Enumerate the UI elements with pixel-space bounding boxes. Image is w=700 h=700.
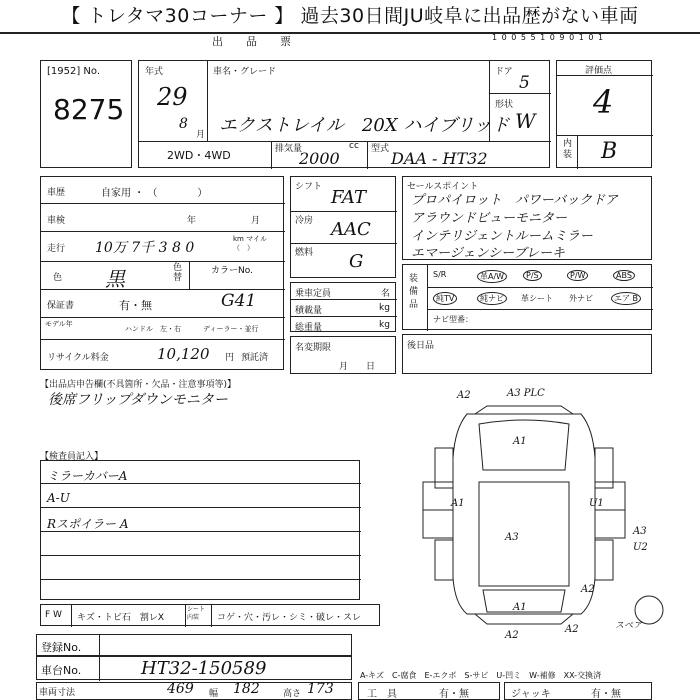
- history-label: 車歴: [47, 188, 66, 198]
- navi-model-label: ナビ型番：: [433, 315, 473, 324]
- diag-rear-a2: A2: [565, 624, 579, 635]
- shaken-month: 月: [251, 216, 261, 226]
- fw-row: [40, 604, 380, 626]
- seller-notes-value: 後席フリップダウンモニター: [48, 392, 228, 408]
- chassis-row: [36, 656, 352, 680]
- inspector-label: 【検査員記入】: [40, 452, 104, 462]
- history-value: 自家用 ・ （ ）: [101, 188, 208, 199]
- chassis-label: 車台No.: [41, 664, 82, 677]
- rear-left-wheel: [435, 540, 453, 580]
- mileage-unit: km マイル（ ）: [233, 235, 267, 252]
- jack-label: ジャッキ: [511, 689, 551, 700]
- shaken-label: 車検: [47, 216, 66, 226]
- mileage-value: 10万 7千 3 8 0: [95, 240, 195, 256]
- shape-label: 形状: [495, 100, 514, 110]
- car-damage-diagram: [395, 378, 695, 640]
- dims-width-label: 幅: [209, 689, 219, 699]
- jack-row: [504, 682, 652, 700]
- header-title: 出 品 票: [212, 35, 297, 48]
- recycle-label: リサイクル料金: [47, 353, 109, 363]
- equip-airbag: [611, 292, 641, 305]
- score-value: 4: [593, 83, 614, 121]
- fuel-value: G: [349, 251, 364, 272]
- interior-label: 内装: [563, 139, 573, 160]
- sales-points-label: セールスポイント: [407, 182, 479, 192]
- name-change-unit: 月 日: [339, 362, 376, 372]
- color-change-label: 色替: [173, 263, 183, 283]
- color-value: 黒: [105, 267, 125, 291]
- equip-abs: [613, 270, 635, 281]
- diag-rear-bumper: A2: [505, 630, 519, 640]
- shaken-year: 年: [187, 216, 197, 226]
- equip-pw-label: P/W: [567, 270, 588, 281]
- fw-items: キズ・トビ石 割レX: [77, 613, 164, 623]
- equip-sr: S/R: [433, 270, 447, 279]
- month-label: 月: [196, 130, 206, 140]
- equip-tv: [433, 292, 457, 305]
- capacity-label: 乗車定員: [295, 289, 332, 299]
- inspector-line-2: A-U: [47, 491, 70, 505]
- handle-label: ハンドル 左・右: [125, 325, 181, 333]
- weight-unit: kg: [379, 320, 390, 330]
- tools-row: [358, 682, 500, 700]
- year-value: 29: [157, 83, 188, 111]
- damage-legend: A-キズ C-腐食 E-エクボ S-サビ U-凹ミ W-補修 XX-交換済: [360, 671, 602, 680]
- dims-width: 182: [233, 681, 260, 697]
- load-label: 積載量: [295, 306, 323, 316]
- doors-value: 5: [519, 73, 530, 93]
- shift-value: FAT: [331, 187, 366, 208]
- lot-number: 8275: [53, 93, 125, 126]
- interior-value: B: [601, 139, 618, 164]
- equip-ps: [523, 270, 542, 281]
- equip-aw-label: 革A/W: [477, 270, 507, 283]
- car-name-value: エクストレイル 20X ハイブリッド: [219, 115, 510, 136]
- jack-value: 有・無: [591, 689, 621, 700]
- diag-spare: スペア: [615, 621, 643, 631]
- equipment-box: [402, 264, 652, 330]
- dealer-label: ディーラー・並行: [203, 325, 259, 333]
- dims-height: 173: [307, 681, 334, 697]
- load-unit: kg: [379, 303, 390, 313]
- year-label: 年式: [145, 67, 164, 77]
- equipment-label: 装備品: [409, 274, 419, 310]
- equip-leather: 革シート: [521, 294, 553, 303]
- warranty-label: 保証書: [47, 301, 75, 311]
- name-change-box: [290, 336, 396, 374]
- spare-tire: [635, 596, 663, 624]
- mileage-label: 走行: [47, 244, 66, 254]
- equip-abs-label: ABS: [613, 270, 635, 281]
- chassis-value: HT32-150589: [141, 658, 267, 679]
- ac-label: 冷房: [295, 216, 314, 226]
- registration-row: [36, 634, 352, 656]
- equip-pw: [567, 270, 588, 281]
- recycle-value: 10,120: [157, 345, 210, 363]
- drive-type: 2WD・4WD: [167, 149, 231, 162]
- sales-point-1: プロパイロット パワーバックドア: [411, 193, 618, 208]
- inspector-line-1: ミラーカバーA: [47, 469, 128, 483]
- model-value: DAA - HT32: [391, 149, 488, 168]
- banner: 【 トレタマ30コーナー 】 過去30日間JU岐阜に出品歴がない車両: [0, 0, 700, 34]
- doors-label: ドア: [495, 67, 513, 77]
- diag-tail-a2: A2: [581, 584, 595, 595]
- equip-ext-navi: 外ナビ: [569, 294, 593, 303]
- diag-roof: A3: [505, 532, 519, 543]
- shape-value: W: [515, 109, 536, 133]
- equip-ps-label: P/S: [523, 270, 542, 281]
- car-roof: [479, 482, 569, 586]
- docs-box: [402, 334, 652, 374]
- seat-label: シート内装: [187, 606, 206, 621]
- equip-airbag-label: エア B: [611, 292, 641, 305]
- dims-label: 車両寸法: [39, 688, 76, 698]
- lot-box: [40, 60, 132, 168]
- dims-length: 469: [167, 681, 194, 697]
- equip-tv-label: 純TV: [433, 292, 457, 305]
- tools-label: 工 具: [367, 689, 397, 700]
- shift-label: シフト: [295, 182, 323, 192]
- weight-label: 総重量: [295, 323, 323, 333]
- equip-navi: [477, 292, 507, 305]
- model-year-label: モデル年: [45, 320, 73, 328]
- diag-left-a1: A1: [451, 498, 465, 509]
- displacement-value: 2000: [299, 149, 340, 168]
- shift-box: [290, 176, 396, 278]
- equip-aw: [477, 270, 507, 283]
- color-label: 色: [53, 273, 63, 283]
- lot-label: [1952] No.: [47, 66, 101, 77]
- color-no-label: カラーNo.: [211, 266, 253, 276]
- sales-point-3: インテリジェントルームミラー: [411, 229, 593, 244]
- displacement-label: 排気量: [275, 144, 303, 154]
- name-change-label: 名変期限: [295, 343, 332, 353]
- spec-grid: [40, 176, 284, 370]
- recycle-note: 預託済: [241, 353, 269, 363]
- sales-point-2: アラウンドビューモニター: [411, 211, 568, 226]
- displacement-unit: cc: [349, 141, 359, 151]
- equip-navi-label: 純ナビ: [477, 292, 507, 305]
- inspector-line-3: Rスポイラー A: [47, 517, 129, 531]
- model-label: 型式: [371, 144, 390, 154]
- header-number: 1 0 0 5 5 1 0 9 0 1 0 1: [492, 33, 605, 42]
- diag-top: A3 PLC: [507, 388, 545, 399]
- diag-right-u1: U1: [589, 498, 604, 509]
- capacity-box: [290, 282, 396, 332]
- car-front-bumper: [475, 406, 573, 414]
- dims-height-label: 高さ: [283, 689, 302, 699]
- fuel-label: 燃料: [295, 248, 314, 258]
- color-no-value: G41: [221, 291, 257, 311]
- ac-value: AAC: [331, 219, 371, 240]
- diag-hood: A1: [513, 436, 527, 447]
- recycle-unit: 円: [225, 353, 235, 363]
- docs-label: 後日品: [407, 341, 435, 351]
- sales-points-box: [402, 176, 652, 260]
- seat-items: コゲ・穴・汚レ・シミ・破レ・スレ: [217, 613, 362, 623]
- diag-front-left: A2: [457, 390, 471, 401]
- diag-right-a3: A3: [633, 526, 647, 537]
- capacity-unit: 名: [381, 289, 391, 299]
- diag-right-u2: U2: [633, 542, 648, 553]
- car-name-label: 車名・グレード: [213, 67, 277, 77]
- score-label: 評価点: [585, 66, 613, 76]
- vehicle-info-box: [138, 60, 550, 168]
- fw-label: F W: [45, 610, 62, 620]
- sales-point-4: エマージェンシーブレーキ: [411, 246, 565, 261]
- tools-value: 有・無: [439, 689, 469, 700]
- car-rear-bumper: [475, 614, 573, 624]
- rear-right-wheel: [595, 540, 613, 580]
- diag-tail-a1: A1: [513, 602, 527, 613]
- registration-label: 登録No.: [41, 641, 82, 654]
- year-month: 8: [179, 116, 188, 132]
- dims-row: [36, 682, 352, 700]
- warranty-value: 有・無: [119, 299, 152, 312]
- inspector-box: [40, 460, 360, 600]
- seller-notes-label: 【出品店申告欄(不具箇所・欠品・注意事項等)】: [40, 380, 237, 390]
- score-box: [556, 60, 652, 168]
